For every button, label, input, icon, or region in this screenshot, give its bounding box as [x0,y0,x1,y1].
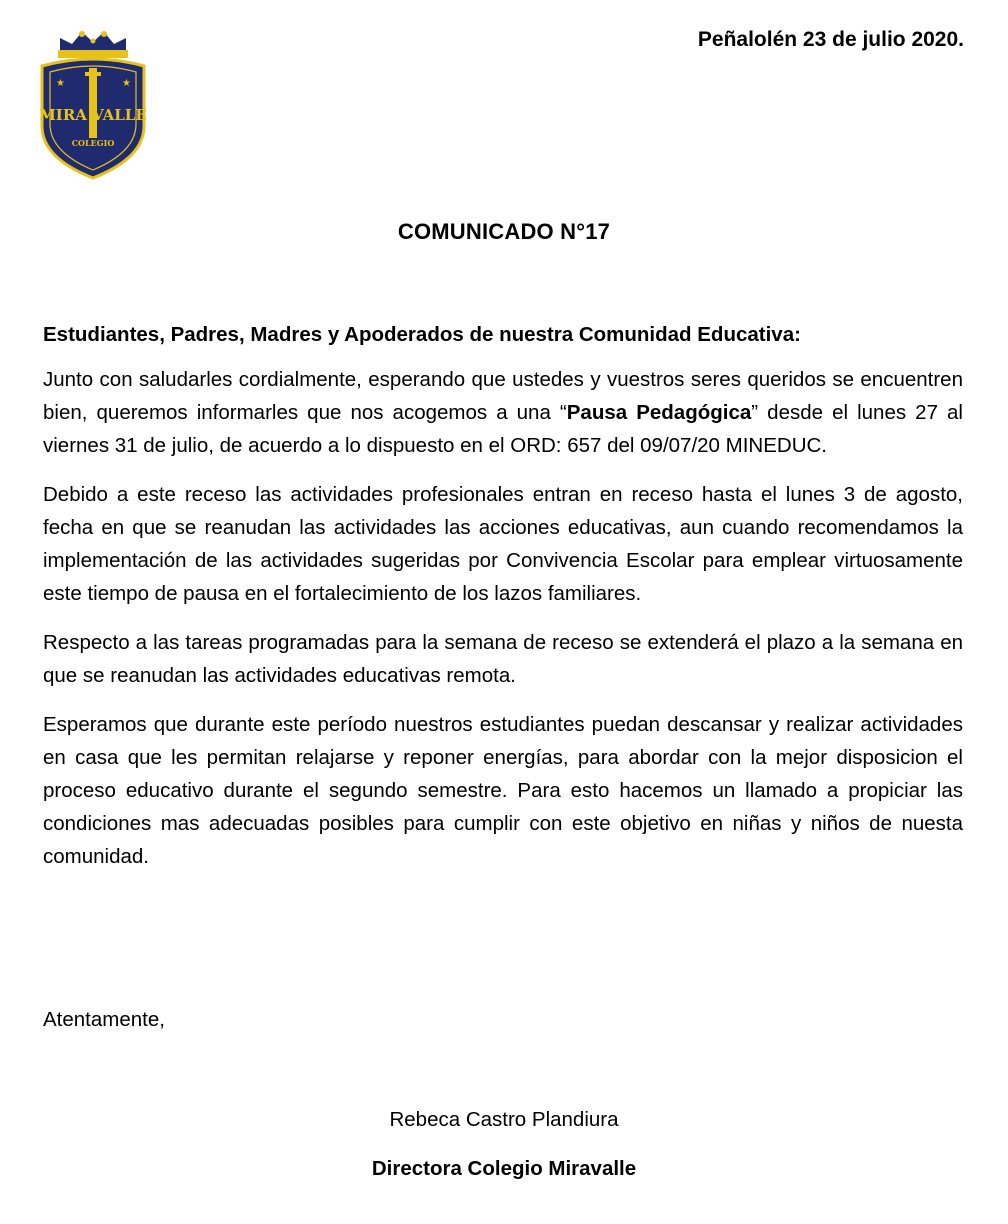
paragraph-2: Debido a este receso las actividades profesionales entran en receso hasta el lunes 3 de agosto, fecha en que se reanudan las actividades las acciones educativas, aun cuando recomendamos la implementación de las actividades sugeridas por Convivencia Escolar para emplear virtuosamente este tiempo de pausa en el fortalecimiento de los lazos familiares. [43,483,963,605]
school-crest-icon [36,28,150,182]
document-title: COMUNICADO N°17 [397,219,611,244]
logo-text-bottom: COLEGIO [71,138,115,148]
paragraph-4: Esperamos que durante este período nuestros estudiantes puedan descansar y realizar actividades en casa que les permitan relajarse y reponer energías, para abordar con la mejor disposicion el proceso educativo durante el segundo semestre. Para esto hacemos un llamado a propiciar las condiciones mas adecuadas posibles para cumplir con este objetivo en niñas y niños de nuesta comunidad. [43,713,963,868]
pausa-pedagogica-highlight: Pausa Pedagógica [566,401,752,424]
svg-text:★: ★ [56,78,65,89]
paragraph-1-intro: Junto con saludarles cordialmente, esperando que ustedes y vuestros seres queridos se encuentren bien, queremos informarles que nos acogemos a una “ [43,368,963,424]
closing: Atentamente, [43,1008,165,1031]
signature-name: Rebeca Castro Plandiura [389,1108,619,1131]
logo-text-top: MIRA VALLE [39,106,147,124]
letter-date: Peñalolén 23 de julio 2020. [697,28,964,51]
paragraph-1 [43,363,963,462]
letter-body [43,318,963,889]
salutation: Estudiantes, Padres, Madres y Apoderados de nuestra Comunidad Educativa: [43,323,801,346]
svg-text:★: ★ [122,78,131,89]
paragraph-1-rest: ” desde el lunes 27 al viernes 31 de julio, de acuerdo a lo dispuesto en el ORD: 657 del 09/07/20 MINEDUC. [43,401,963,457]
paragraph-3: Respecto a las tareas programadas para la semana de receso se extenderá el plazo a la semana en que se reanudan las actividades educativas remota. [43,631,963,687]
signature-role: Directora Colegio Miravalle [371,1157,637,1180]
